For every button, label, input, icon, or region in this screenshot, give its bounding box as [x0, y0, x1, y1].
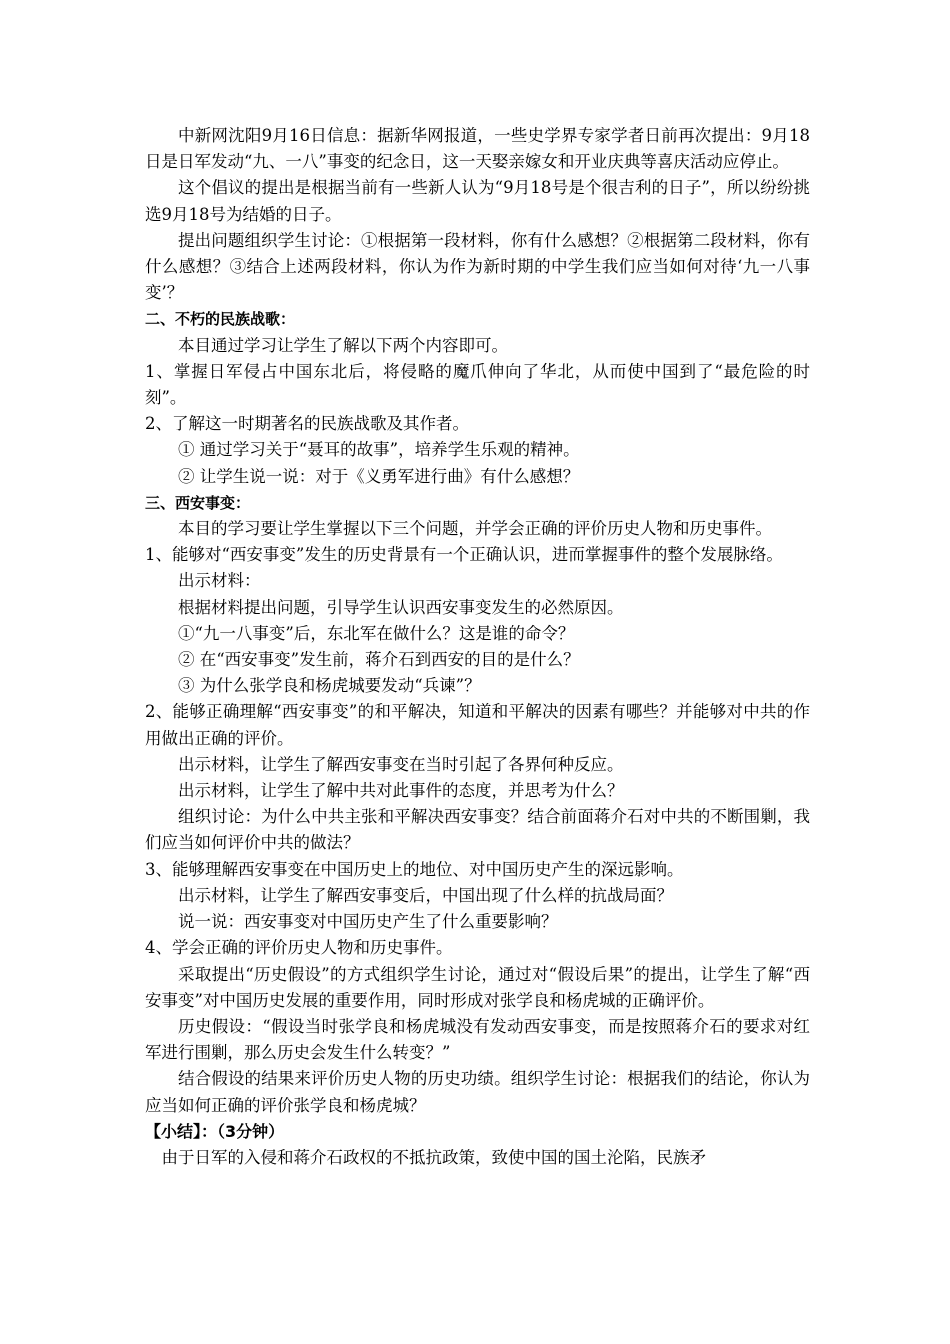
- section2-item-1: 1、掌握日军侵占中国东北后，将侵略的魔爪伸向了华北，从而使中国到了“最危险的时刻”。: [145, 361, 810, 408]
- section3-item-3: 3、能够理解西安事变在中国历史上的地位、对中国历史产生的深远影响。: [145, 859, 684, 879]
- section3-intro: 本目的学习要让学生掌握以下三个问题，并学会正确的评价历史人物和历史事件。: [178, 519, 772, 539]
- section3-item-1-material: 出示材料：: [178, 571, 261, 591]
- section3-item-1-guide: 根据材料提出问题，引导学生认识西安事变发生的必然原因。: [178, 597, 624, 617]
- section3-item-4-hypothesis: 历史假设：“假设当时张学良和杨虎城没有发动西安事变，而是按照蒋介石的要求对红军进行围剿，那么历史会发生什么转变？”: [145, 1016, 810, 1063]
- section3-item-2-material-1: 出示材料，让学生了解西安事变在当时引起了各界何种反应。: [178, 754, 624, 774]
- section3-item-2: 2、能够正确理解“西安事变”的和平解决，知道和平解决的因素有哪些？并能够对中共的作用做出正确的评价。: [145, 702, 810, 748]
- paragraph-discussion-questions: 提出问题组织学生讨论：①根据第一段材料，你有什么感想？②根据第二段材料，你有什么感想？③结合上述两段材料，你认为作为新时期的中学生我们应当如何对待‘九一八事变’？: [145, 230, 810, 303]
- section-heading-national-songs: 二、不朽的民族战歌：: [145, 310, 296, 329]
- section2-sub-2: ② 让学生说一说：对于《义勇军进行曲》有什么感想？: [178, 466, 580, 486]
- section3-item-4: 4、学会正确的评价历史人物和历史事件。: [145, 938, 453, 958]
- section3-item-4-evaluation: 结合假设的结果来评价历史人物的历史功绩。组织学生讨论：根据我们的结论，你认为应当如何正确的评价张学良和杨虎城？: [145, 1069, 810, 1115]
- section3-item-3-material: 出示材料，让学生了解西安事变后，中国出现了什么样的抗战局面？: [178, 885, 673, 905]
- section3-item-3-say: 说一说：西安事变对中国历史产生了什么重要影响？: [178, 912, 558, 932]
- section3-item-2-material-2: 出示材料，让学生了解中共对此事件的态度，并思考为什么？: [178, 781, 624, 801]
- summary-text: 由于日军的入侵和蒋介石政权的不抵抗政策，致使中国的国土沦陷，民族矛: [161, 1147, 706, 1167]
- section3-item-1-question-1: ①“九一八事变”后，东北军在做什么？这是谁的命令？: [178, 623, 575, 643]
- section2-item-2: 2、了解这一时期著名的民族战歌及其作者。: [145, 414, 469, 434]
- summary-heading: 【小结】：（3分钟）: [145, 1121, 285, 1141]
- section3-item-2-discussion: 组织讨论：为什么中共主张和平解决西安事变？结合前面蒋介石对中共的不断围剿，我们应当如何评价中共的做法？: [145, 807, 810, 853]
- paragraph-news: 中新网沈阳9月16日信息：据新华网报道，一些史学界专家学者日前再次提出：9月18日是日军发动“九、一八”事变的纪念日，这一天娶亲嫁女和开业庆典等喜庆活动应停止。: [145, 126, 810, 172]
- section3-item-4-method: 采取提出“历史假设”的方式组织学生讨论，通过对“假设后果”的提出，让学生了解“西安事变”对中国历史发展的重要作用，同时形成对张学良和杨虎城的正确评价。: [145, 964, 810, 1010]
- paragraph-proposal: 这个倡议的提出是根据当前有一些新人认为“9月18号是个很吉利的日子”，所以纷纷挑选9月18号为结婚的日子。: [145, 178, 810, 224]
- section3-item-1-question-3: ③ 为什么张学良和杨虎城要发动“兵谏”？: [178, 676, 481, 696]
- section2-sub-1: ① 通过学习关于“聂耳的故事”，培养学生乐观的精神。: [178, 440, 580, 460]
- section2-intro: 本目通过学习让学生了解以下两个内容即可。: [178, 335, 508, 355]
- section3-item-1-question-2: ② 在“西安事变”发生前，蒋介石到西安的目的是什么？: [178, 650, 580, 670]
- document-page: [145, 123, 810, 1171]
- section-heading-xian-incident: 三、西安事变：: [145, 493, 251, 512]
- section3-item-1: 1、能够对“西安事变”发生的历史背景有一个正确认识，进而掌握事件的整个发展脉络。: [145, 545, 783, 565]
